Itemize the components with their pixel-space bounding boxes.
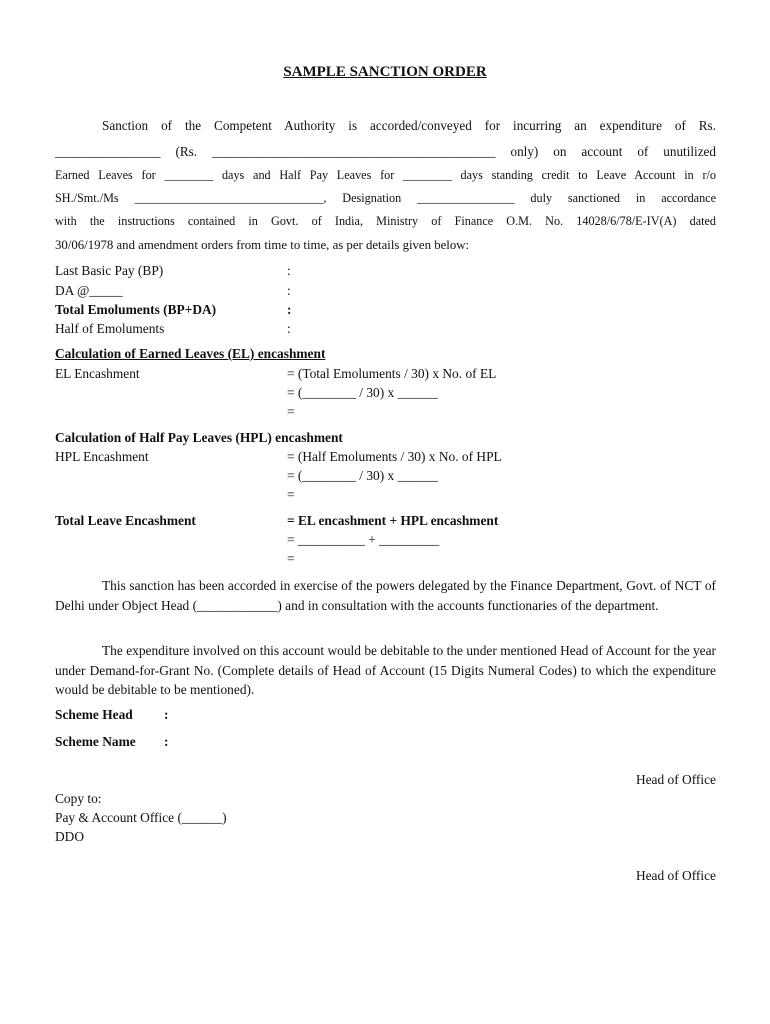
pay-row-sep: : [287,283,291,298]
pay-row-label: Half of Emoluments [55,321,165,336]
el-formula-line: = (Total Emoluments / 30) x No. of EL [287,366,497,381]
signature-head-of-office-2: Head of Office [635,868,716,883]
intro-line-3: Earned Leaves for ________ days and Half Pay Leaves for ________ days standing credit to Leave Account in r/o [55,168,716,182]
pay-row-label: Total Emoluments (BP+DA) [55,302,217,317]
intro-line-4: SH./Smt./Ms _______________________________, Designation ________________ duly sanctioned in accordance [55,191,716,205]
copy-to-heading: Copy to: [55,791,102,806]
signature-head-of-office: Head of Office [635,772,716,787]
scheme-name-label: Scheme Name [55,734,136,749]
hpl-formula-line: = [287,487,295,502]
scheme-head-sep: : [164,707,169,722]
el-heading: Calculation of Earned Leaves (EL) encashment [55,346,326,361]
page-title: SAMPLE SANCTION ORDER [283,64,487,80]
scheme-head-label: Scheme Head [55,707,133,722]
scheme-name-sep: : [164,734,169,749]
pay-row-sep: : [287,302,292,317]
pay-row-label: Last Basic Pay (BP) [55,263,164,278]
hpl-formula-line: = (________ / 30) x ______ [287,468,438,483]
pay-row-sep: : [287,321,291,336]
total-label: Total Leave Encashment [55,513,196,528]
pay-row-sep: : [287,263,291,278]
intro-line-2: ________________ (Rs. ___________________________________________ only) on account of unutilized [55,144,716,159]
paragraph-expenditure: The expenditure involved on this account would be debitable to the under mentioned Head of Account for the year under Demand-for-Grant No. (Complete details of Head of Account (15 Digits Numeral Codes) to which the expenditure would be debitable to be mentioned). [55,643,716,697]
el-label: EL Encashment [55,366,140,381]
total-formula-line: = EL encashment + HPL encashment [287,513,499,528]
total-formula-line: = [287,551,295,566]
hpl-heading: Calculation of Half Pay Leaves (HPL) encashment [55,430,343,445]
copy-to-item: Pay & Account Office (______) [55,810,227,825]
el-formula-line: = [287,404,295,419]
intro-line-6: 30/06/1978 and amendment orders from time to time, as per details given below: [55,238,470,252]
el-formula-line: = (________ / 30) x ______ [287,385,438,400]
intro-line-1: Sanction of the Competent Authority is accorded/conveyed for incurring an expenditure of Rs. [102,118,716,133]
hpl-label: HPL Encashment [55,449,149,464]
paragraph-powers: This sanction has been accorded in exercise of the powers delegated by the Finance Department, Govt. of NCT of Delhi under Object Head (____________) and in consultation with the accounts functionaries of the department. [55,578,716,613]
intro-line-5: with the instructions contained in Govt. of India, Ministry of Finance O.M. No. 14028/6/78/E-IV(A) dated [55,214,716,228]
hpl-formula-line: = (Half Emoluments / 30) x No. of HPL [287,449,502,464]
copy-to-item: DDO [55,829,85,844]
total-formula-line: = __________ + _________ [287,532,440,547]
pay-row-label: DA @_____ [55,283,123,298]
